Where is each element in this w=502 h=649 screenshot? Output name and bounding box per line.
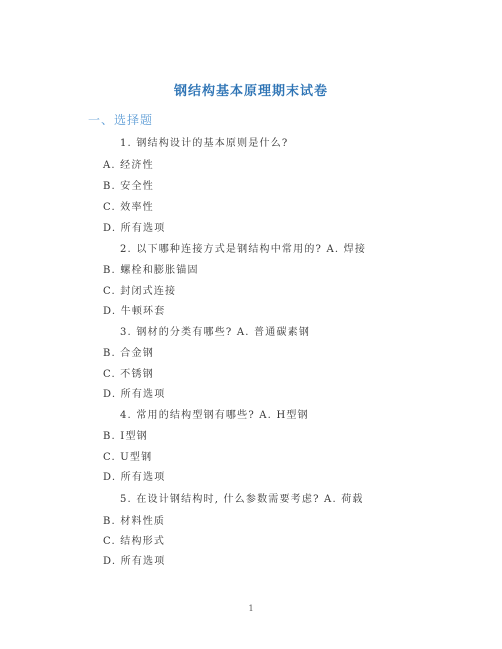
section-heading: 一、选择题 (88, 113, 154, 127)
question-2-option-d: D. 牛顿环套 (103, 306, 166, 317)
question-5-option-c: C. 结构形式 (103, 536, 166, 547)
page-number: 1 (248, 604, 254, 613)
question-1-option-a: A. 经济性 (103, 160, 154, 171)
question-2-option-b: B. 螺栓和膨胀锚固 (103, 265, 199, 276)
question-4-option-c: C. U型钢 (103, 452, 153, 463)
question-2: 2. 以下哪种连接方式是钢结构中常用的? A. 焊接 (120, 244, 367, 255)
question-3-option-b: B. 合金钢 (103, 348, 154, 359)
question-1-option-d: D. 所有选项 (103, 223, 166, 234)
question-4: 4. 常用的结构型钢有哪些? A. H型钢 (120, 410, 309, 421)
question-2-option-c: C. 封闭式连接 (103, 286, 177, 297)
page-title: 钢结构基本原理期末试卷 (173, 84, 328, 99)
question-4-option-b: B. I型钢 (103, 431, 148, 442)
question-5-option-d: D. 所有选项 (103, 556, 166, 567)
question-5-option-b: B. 材料性质 (103, 516, 166, 527)
question-1-option-c: C. 效率性 (103, 202, 154, 213)
question-4-option-d: D. 所有选项 (103, 472, 166, 483)
question-3: 3. 钢材的分类有哪些? A. 普通碳素钢 (120, 327, 311, 338)
question-3-option-d: D. 所有选项 (103, 389, 166, 400)
question-1-option-b: B. 安全性 (103, 181, 154, 192)
question-5: 5. 在设计钢结构时, 什么参数需要考虑? A. 荷载 (120, 494, 364, 505)
question-1: 1. 钢结构设计的基本原则是什么? (120, 138, 289, 149)
question-3-option-c: C. 不锈钢 (103, 369, 154, 380)
